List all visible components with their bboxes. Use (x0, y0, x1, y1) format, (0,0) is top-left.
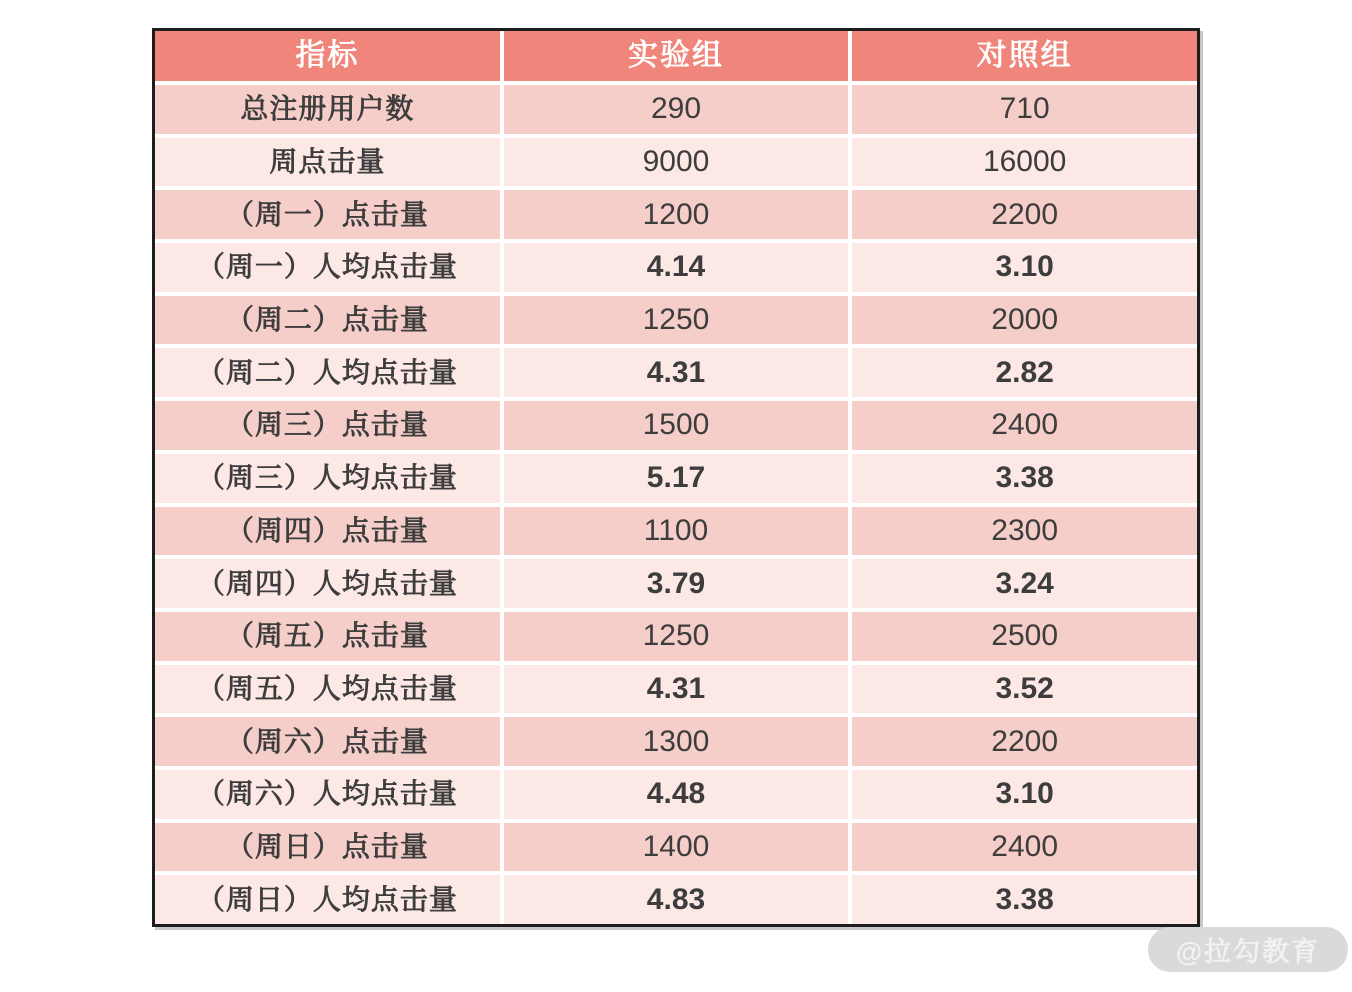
experiment-value-cell: 3.79 (504, 559, 849, 608)
experiment-value-cell: 1400 (504, 823, 849, 872)
metric-label-cell: （周一）人均点击量 (155, 243, 500, 292)
metric-label-cell: 周点击量 (155, 138, 500, 187)
control-value-cell: 3.38 (852, 875, 1197, 924)
control-value-cell: 3.10 (852, 770, 1197, 819)
metric-label-cell: （周四）点击量 (155, 507, 500, 556)
control-value-cell: 2200 (852, 190, 1197, 239)
col-header-control-group: 对照组 (852, 31, 1197, 81)
metric-label-cell: 总注册用户数 (155, 85, 500, 134)
metrics-table (152, 28, 1200, 927)
experiment-value-cell: 4.14 (504, 243, 849, 292)
experiment-value-cell: 4.31 (504, 348, 849, 397)
metrics-table-grid (155, 31, 1197, 924)
experiment-value-cell: 1250 (504, 296, 849, 345)
watermark-badge (1148, 927, 1348, 972)
experiment-value-cell: 1200 (504, 190, 849, 239)
control-value-cell: 2200 (852, 717, 1197, 766)
control-value-cell: 2400 (852, 401, 1197, 450)
experiment-value-cell: 5.17 (504, 454, 849, 503)
experiment-value-cell: 4.31 (504, 665, 849, 714)
experiment-value-cell: 1100 (504, 507, 849, 556)
control-value-cell: 3.24 (852, 559, 1197, 608)
metric-label-cell: （周六）人均点击量 (155, 770, 500, 819)
control-value-cell: 2500 (852, 612, 1197, 661)
control-value-cell: 2.82 (852, 348, 1197, 397)
experiment-value-cell: 1300 (504, 717, 849, 766)
metric-label-cell: （周五）点击量 (155, 612, 500, 661)
metric-label-cell: （周二）人均点击量 (155, 348, 500, 397)
experiment-value-cell: 290 (504, 85, 849, 134)
experiment-value-cell: 4.83 (504, 875, 849, 924)
control-value-cell: 3.38 (852, 454, 1197, 503)
metric-label-cell: （周二）点击量 (155, 296, 500, 345)
control-value-cell: 2400 (852, 823, 1197, 872)
control-value-cell: 16000 (852, 138, 1197, 187)
col-header-metric: 指标 (155, 31, 500, 81)
experiment-value-cell: 1500 (504, 401, 849, 450)
watermark-text: @拉勾教育 (1175, 937, 1321, 967)
metric-label-cell: （周四）人均点击量 (155, 559, 500, 608)
metric-label-cell: （周日）人均点击量 (155, 875, 500, 924)
metric-label-cell: （周三）人均点击量 (155, 454, 500, 503)
experiment-value-cell: 4.48 (504, 770, 849, 819)
control-value-cell: 3.10 (852, 243, 1197, 292)
control-value-cell: 3.52 (852, 665, 1197, 714)
experiment-value-cell: 1250 (504, 612, 849, 661)
control-value-cell: 2300 (852, 507, 1197, 556)
control-value-cell: 2000 (852, 296, 1197, 345)
metric-label-cell: （周六）点击量 (155, 717, 500, 766)
experiment-value-cell: 9000 (504, 138, 849, 187)
metric-label-cell: （周三）点击量 (155, 401, 500, 450)
metric-label-cell: （周日）点击量 (155, 823, 500, 872)
metric-label-cell: （周一）点击量 (155, 190, 500, 239)
col-header-experiment-group: 实验组 (504, 31, 849, 81)
metric-label-cell: （周五）人均点击量 (155, 665, 500, 714)
control-value-cell: 710 (852, 85, 1197, 134)
